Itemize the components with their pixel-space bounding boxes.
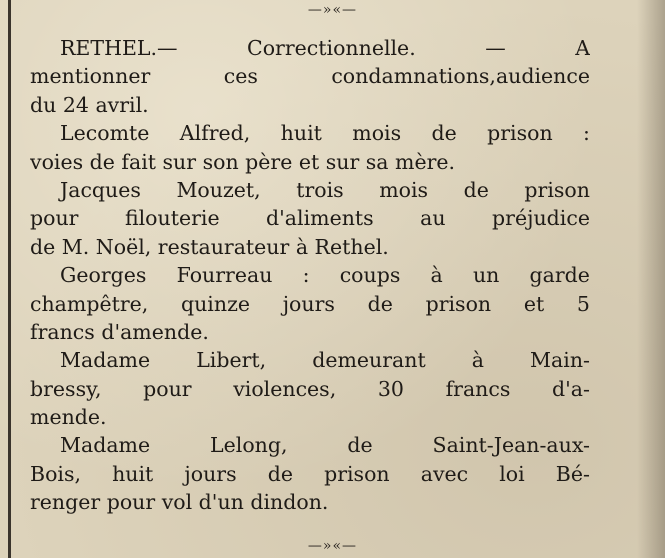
text-line-content: champêtre, quinze jours de prison et 5 <box>30 291 590 316</box>
text-line <box>30 290 590 318</box>
text-line <box>30 261 590 289</box>
text-line-content: voies de fait sur son père et sur sa mère. <box>30 149 456 174</box>
text-line <box>30 431 590 459</box>
text-line-content: Bois, huit jours de prison avec loi Bé- <box>30 461 590 486</box>
separator-top: —»«— <box>307 2 358 18</box>
text-line <box>30 148 590 176</box>
text-line <box>30 403 590 431</box>
text-line-content: Jacques Mouzet, trois mois de prison <box>60 177 590 202</box>
text-line-content: pour filouterie d'aliments au préjudice <box>30 206 590 231</box>
text-line <box>30 119 590 147</box>
text-line-content: mende. <box>30 405 107 430</box>
text-line-content: mentionner ces condamnations,audience <box>30 64 590 89</box>
article-body <box>30 34 590 517</box>
text-line-content: Madame Libert, demeurant à Main- <box>60 348 590 373</box>
text-line-content: bressy, pour violences, 30 francs d'a- <box>30 376 590 401</box>
text-line-content: Lecomte Alfred, huit mois de prison : <box>60 121 590 146</box>
text-line <box>30 204 590 232</box>
text-line-content: du 24 avril. <box>30 92 149 117</box>
text-line <box>30 488 590 516</box>
text-line <box>30 375 590 403</box>
text-line <box>30 34 590 62</box>
text-line <box>30 318 590 346</box>
text-line-content: de M. Noël, restaurateur à Rethel. <box>30 234 389 259</box>
text-line <box>30 176 590 204</box>
text-line-content: RETHEL.— Correctionnelle. — A <box>60 36 590 60</box>
text-line <box>30 62 590 90</box>
column-rule <box>8 0 11 558</box>
text-line <box>30 460 590 488</box>
text-line <box>30 91 590 119</box>
text-line <box>30 233 590 261</box>
text-line <box>30 346 590 374</box>
separator-bottom: —»«— <box>307 538 358 554</box>
text-line-content: Georges Fourreau : coups à un garde <box>60 263 590 288</box>
text-line-content: Madame Lelong, de Saint-Jean-aux- <box>60 433 590 458</box>
page-edge-shadow <box>637 0 665 558</box>
text-line-content: francs d'amende. <box>30 319 209 344</box>
text-line-content: renger pour vol d'un dindon. <box>30 490 329 515</box>
